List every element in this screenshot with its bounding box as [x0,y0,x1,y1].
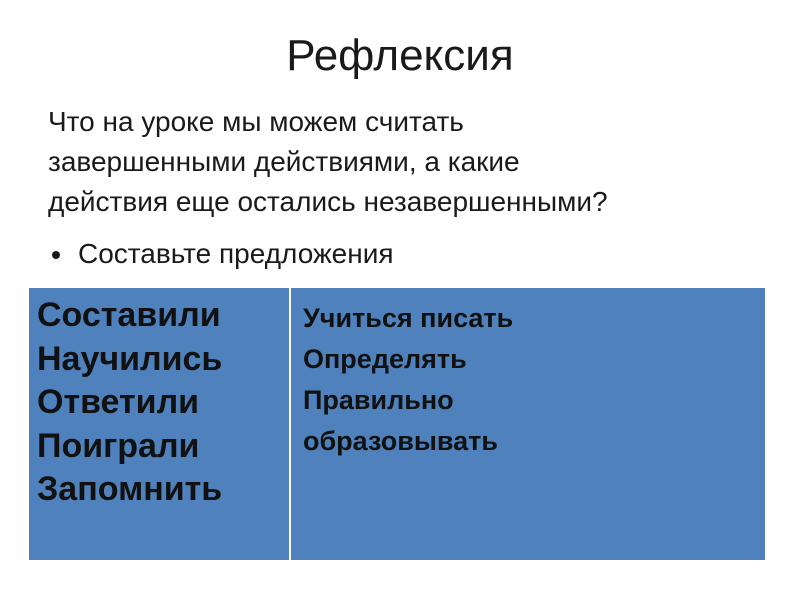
question-line: завершенными действиями, а какие [48,146,520,177]
table-word: Определять [303,344,467,374]
table-cell-incomplete [291,288,765,560]
table-word: Учиться писать [303,303,514,333]
table-word: образовывать [303,426,498,456]
words-table [29,288,765,560]
bullet-item [52,234,394,274]
bullet-dot-icon [52,251,60,259]
question-text [48,102,788,222]
slide-title: Рефлексия [286,31,514,80]
table-word: Поиграли [37,426,200,465]
bullet-text: Составьте предложения [78,238,394,269]
table-cell-completed [29,288,291,560]
table-word: Запомнить [37,470,223,508]
table-word: Научились [37,339,223,378]
table-word: Правильно [303,385,454,415]
table-word: Ответили [37,383,200,421]
table-word: Составили [37,296,221,334]
question-line: действия еще остались незавершенными? [48,186,608,217]
question-line: Что на уроке мы можем считать [48,106,464,137]
